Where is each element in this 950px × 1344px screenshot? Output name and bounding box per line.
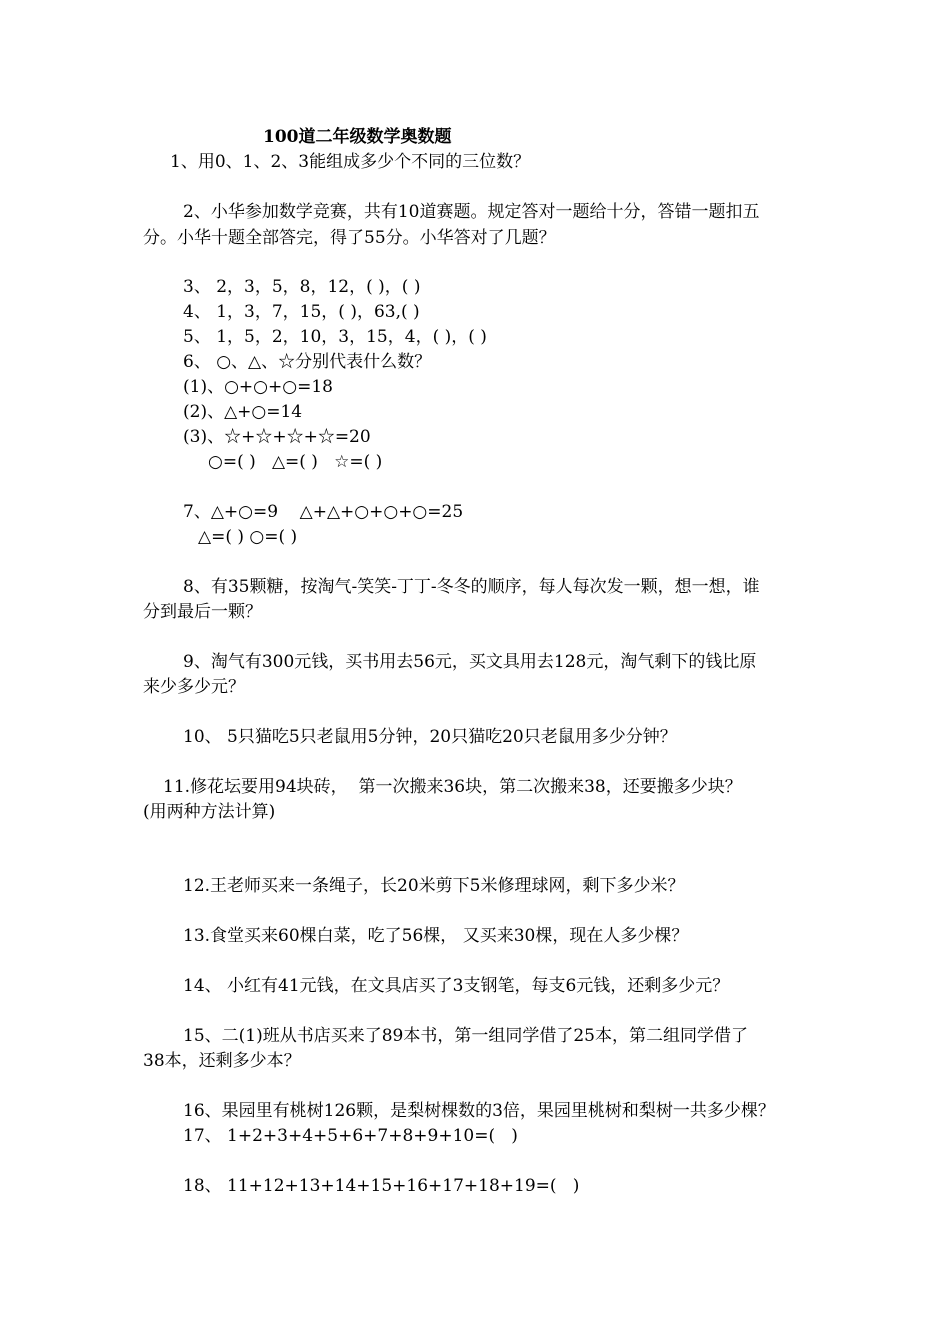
question-16: 16、果园里有桃树126颗，是梨树棵数的3倍，果园里桃树和梨树一共多少棵？ (183, 1101, 775, 1121)
question-11-line-2: (用两种方法计算) (143, 802, 276, 822)
question-3: 3、 2，3，5，8，12，( )，( ) (183, 277, 421, 297)
question-2-line-2: 分。小华十题全部答完，得了55分。小华答对了几题？ (143, 228, 556, 248)
question-2-line-1: 2、小华参加数学竞赛，共有10道赛题。规定答对一题给十分，答错一题扣五 (183, 202, 760, 222)
question-1: 1、用0、1、2、3能组成多少个不同的三位数？ (170, 152, 531, 172)
question-11-line-1: 11.修花坛要用94块砖， 第一次搬来36块，第二次搬来38，还要搬多少块？ (163, 777, 742, 797)
question-5: 5、 1，5，2，10，3，15，4，( )，( ) (183, 327, 487, 347)
question-15-line-2: 38本，还剩多少本？ (143, 1051, 301, 1071)
question-14: 14、 小红有41元钱，在文具店买了3支钢笔，每支6元钱，还剩多少元？ (183, 976, 730, 996)
question-6-part-3: (3)、☆+☆+☆+☆=20 (183, 427, 371, 447)
question-13: 13.食堂买来60棵白菜，吃了56棵， 又买来30棵，现在人多少棵？ (183, 926, 689, 946)
question-9-line-2: 来少多少元？ (143, 677, 245, 697)
question-10: 10、 5只猫吃5只老鼠用5分钟，20只猫吃20只老鼠用多少分钟？ (183, 727, 677, 747)
question-7-answer-line: △=( ) ○=( ) (198, 527, 298, 547)
question-7: 7、△+○=9 △+△+○+○+○=25 (183, 502, 464, 522)
question-15-line-1: 15、二(1)班从书店买来了89本书，第一组同学借了25本，第二组同学借了 (183, 1026, 748, 1046)
question-6-part-1: (1)、○+○+○=18 (183, 377, 333, 397)
question-8-line-2: 分到最后一颗？ (143, 602, 262, 622)
question-6-part-2: (2)、△+○=14 (183, 402, 303, 422)
question-8-line-1: 8、有35颗糖，按淘气-笑笑-丁丁-冬冬的顺序，每人每次发一颗，想一想，谁 (183, 577, 760, 597)
question-6-answer-line: ○=( ) △=( ) ☆=( ) (208, 452, 383, 472)
question-18: 18、 11+12+13+14+15+16+17+18+19=( ) (183, 1176, 580, 1196)
question-6: 6、 ○、△、☆分别代表什么数？ (183, 352, 432, 372)
question-17: 17、 1+2+3+4+5+6+7+8+9+10=( ) (183, 1126, 518, 1146)
question-12: 12.王老师买来一条绳子，长20米剪下5米修理球网，剩下多少米？ (183, 876, 685, 896)
question-9-line-1: 9、淘气有300元钱，买书用去56元，买文具用去128元，淘气剩下的钱比原 (183, 652, 757, 672)
page-title: 100道二年级数学奥数题 (263, 127, 452, 147)
question-4: 4、 1，3，7，15，( )，63,( ) (183, 302, 420, 322)
